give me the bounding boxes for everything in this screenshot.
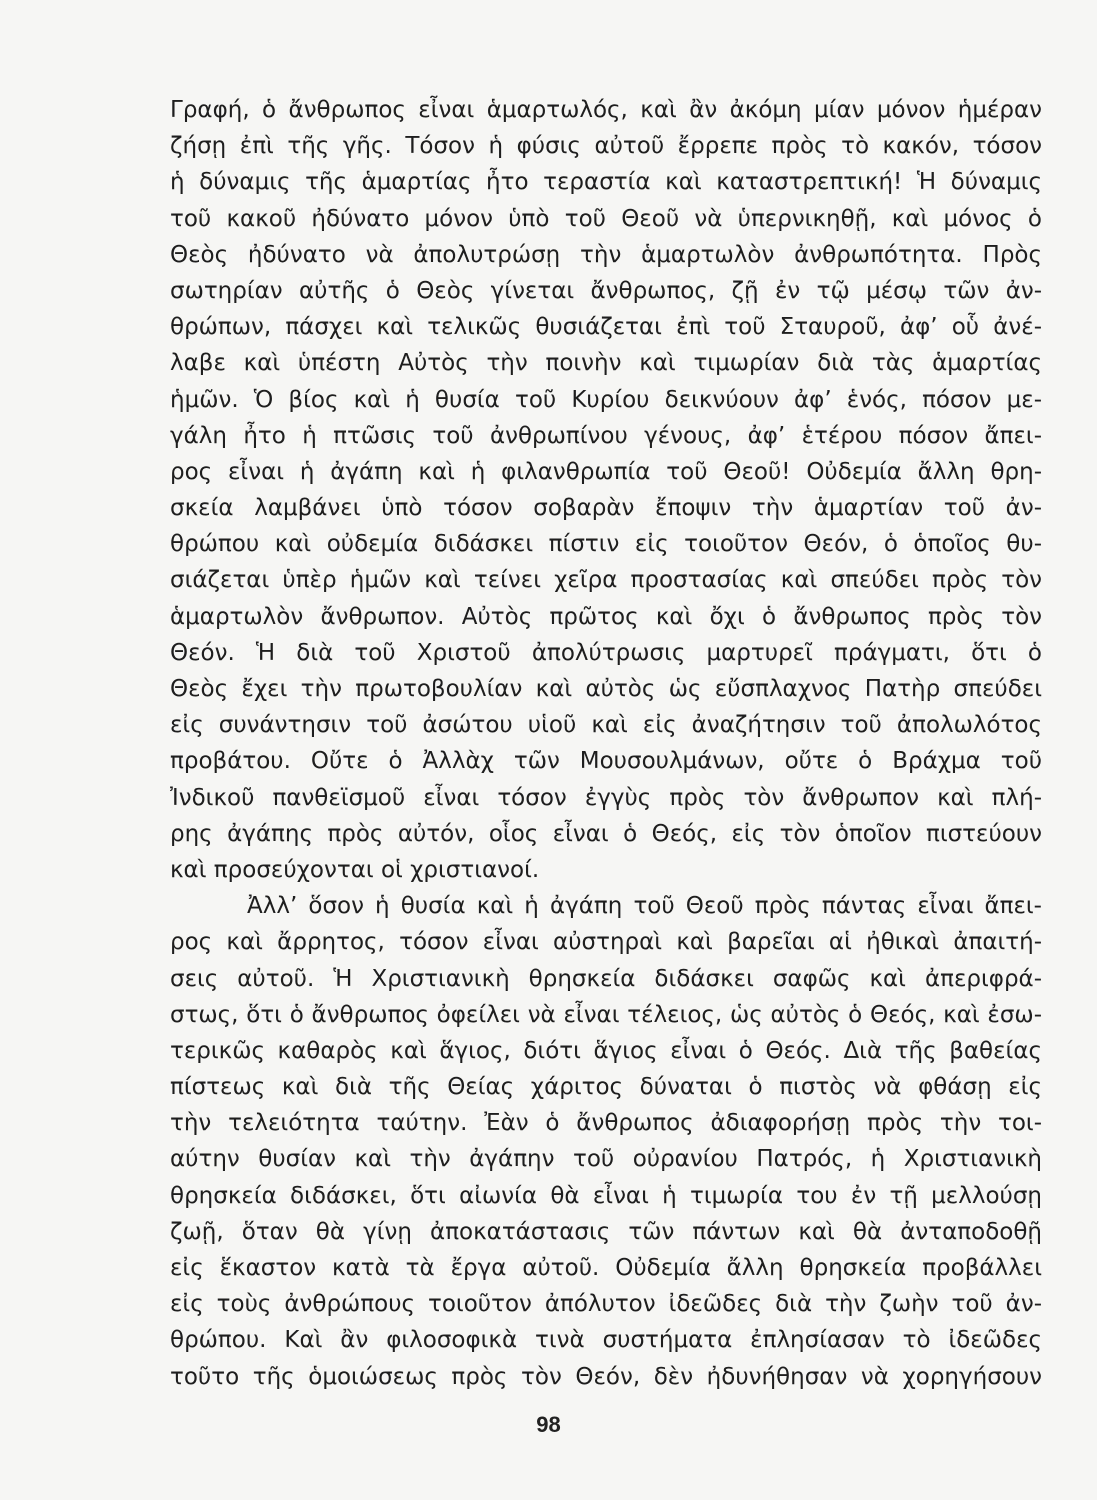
text-line: θρώπου. Καὶ ἂν φιλοσοφικὰ τινὰ συστήματα ἐπλησίασαν τὸ ἰδεῶδες: [170, 1327, 1042, 1354]
text-line: σκεία λαμβάνει ὑπὸ τόσον σοβαρὰν ἔποψιν τὴν ἁμαρτίαν τοῦ ἀν-: [170, 495, 1042, 522]
text-line: θρησκεία διδάσκει, ὅτι αἰωνία θὰ εἶναι ἡ τιμωρία του ἐν τῇ μελλούσῃ: [170, 1182, 1042, 1209]
text-line: θρώπου καὶ οὐδεμία διδάσκει πίστιν εἰς τοιοῦτον Θεόν, ὁ ὁποῖος θυ-: [170, 531, 1042, 558]
text-line: Θεὸς ἠδύνατο νὰ ἀπολυτρώσῃ τὴν ἁμαρτωλὸν ἀνθρωπότητα. Πρὸς: [170, 241, 1042, 268]
text-line: τὴν τελειότητα ταύτην. Ἐὰν ὁ ἄνθρωπος ἀδιαφορήσῃ πρὸς τὴν τοι-: [170, 1110, 1042, 1137]
text-line: πίστεως καὶ διὰ τῆς Θείας χάριτος δύναται ὁ πιστὸς νὰ φθάσῃ εἰς: [170, 1074, 1042, 1101]
text-line: στως, ὅτι ὁ ἄνθρωπος ὀφείλει νὰ εἶναι τέλειος, ὡς αὐτὸς ὁ Θεός, καὶ ἐσω-: [170, 1001, 1042, 1028]
text-line: λαβε καὶ ὑπέστη Αὐτὸς τὴν ποινὴν καὶ τιμωρίαν διὰ τὰς ἁμαρτίας: [170, 350, 1042, 377]
text-line: ζωῇ, ὅταν θὰ γίνῃ ἀποκατάστασις τῶν πάντων καὶ θὰ ἀνταποδοθῇ: [170, 1218, 1042, 1245]
text-line: ρος εἶναι ἡ ἀγάπη καὶ ἡ φιλανθρωπία τοῦ Θεοῦ! Οὐδεμία ἄλλη θρη-: [170, 458, 1042, 485]
text-line: Θεὸς ἔχει τὴν πρωτοβουλίαν καὶ αὐτὸς ὡς εὔσπλαχνος Πατὴρ σπεύδει: [170, 676, 1042, 702]
text-line: εἰς συνάντησιν τοῦ ἀσώτου υἱοῦ καὶ εἰς ἀναζήτησιν τοῦ ἀπολωλότος: [170, 712, 1042, 739]
text-line: τοῦ κακοῦ ἠδύνατο μόνον ὑπὸ τοῦ Θεοῦ νὰ ὑπερνικηθῇ, καὶ μόνος ὁ: [170, 205, 1042, 232]
text-line: γάλη ἦτο ἡ πτῶσις τοῦ ἀνθρωπίνου γένους, ἀφ’ ἑτέρου πόσον ἄπει-: [170, 422, 1042, 449]
text-line: ζήσῃ ἐπὶ τῆς γῆς. Τόσον ἡ φύσις αὐτοῦ ἔρρεπε πρὸς τὸ κακόν, τόσον: [170, 133, 1042, 160]
text-line: ρος καὶ ἄρρητος, τόσον εἶναι αὐστηραὶ καὶ βαρεῖαι αἱ ἠθικαὶ ἀπαιτή-: [170, 929, 1042, 956]
page-number: 98: [536, 1412, 561, 1437]
text-line: ἡ δύναμις τῆς ἁμαρτίας ἦτο τεραστία καὶ καταστρεπτική! Ἡ δύναμις: [170, 169, 1042, 196]
text-line: ἁμαρτωλὸν ἄνθρωπον. Αὐτὸς πρῶτος καὶ ὄχι ὁ ἄνθρωπος πρὸς τὸν: [170, 603, 1042, 630]
text-line: Ἰνδικοῦ πανθεϊσμοῦ εἶναι τόσον ἐγγὺς πρὸς τὸν ἄνθρωπον καὶ πλή-: [170, 784, 1042, 811]
text-line: σεις αὐτοῦ. Ἡ Χριστιανικὴ θρησκεία διδάσκει σαφῶς καὶ ἀπεριφρά-: [170, 965, 1042, 992]
text-line-paragraph-end: καὶ προσεύχονται οἱ χριστιανοί.: [170, 856, 540, 883]
text-line-paragraph-start: Ἀλλ’ ὅσον ἡ θυσία καὶ ἡ ἀγάπη τοῦ Θεοῦ πρὸς πάντας εἶναι ἄπει-: [247, 893, 1042, 920]
text-line: ρης ἀγάπης πρὸς αὐτόν, οἷος εἶναι ὁ Θεός, εἰς τὸν ὁποῖον πιστεύουν: [170, 820, 1042, 847]
text-line: τοῦτο τῆς ὁμοιώσεως πρὸς τὸν Θεόν, δὲν ἠδυνήθησαν νὰ χορηγήσουν: [170, 1363, 1042, 1390]
body-text: [170, 92, 1042, 1395]
text-line: αύτην θυσίαν καὶ τὴν ἀγάπην τοῦ οὐρανίου Πατρός, ἡ Χριστιανικὴ: [170, 1146, 1042, 1173]
text-line: ἡμῶν. Ὁ βίος καὶ ἡ θυσία τοῦ Κυρίου δεικνύουν ἀφ’ ἑνός, πόσον με-: [170, 386, 1042, 413]
text-line: εἰς ἕκαστον κατὰ τὰ ἔργα αὐτοῦ. Οὐδεμία ἄλλη θρησκεία προβάλλει: [170, 1255, 1042, 1281]
text-line: τερικῶς καθαρὸς καὶ ἅγιος, διότι ἅγιος εἶναι ὁ Θεός. Διὰ τῆς βαθείας: [170, 1037, 1042, 1064]
text-line: προβάτου. Οὔτε ὁ Ἀλλὰχ τῶν Μουσουλμάνων, οὔτε ὁ Βράχμα τοῦ: [170, 748, 1042, 775]
text-line: σιάζεται ὑπὲρ ἡμῶν καὶ τείνει χεῖρα προστασίας καὶ σπεύδει πρὸς τὸν: [170, 567, 1042, 594]
text-line: σωτηρίαν αὐτῆς ὁ Θεὸς γίνεται ἄνθρωπος, ζῇ ἐν τῷ μέσῳ τῶν ἀν-: [170, 277, 1042, 304]
text-line: Γραφή, ὁ ἄνθρωπος εἶναι ἁμαρτωλός, καὶ ἂν ἀκόμη μίαν μόνον ἡμέραν: [170, 97, 1042, 123]
text-line: εἰς τοὺς ἀνθρώπους τοιοῦτον ἀπόλυτον ἰδεῶδες διὰ τὴν ζωὴν τοῦ ἀν-: [170, 1291, 1042, 1318]
text-line: Θεόν. Ἡ διὰ τοῦ Χριστοῦ ἀπολύτρωσις μαρτυρεῖ πράγματι, ὅτι ὁ: [170, 639, 1042, 666]
text-line: θρώπων, πάσχει καὶ τελικῶς θυσιάζεται ἐπὶ τοῦ Σταυροῦ, ἀφ’ οὗ ἀνέ-: [170, 314, 1042, 341]
